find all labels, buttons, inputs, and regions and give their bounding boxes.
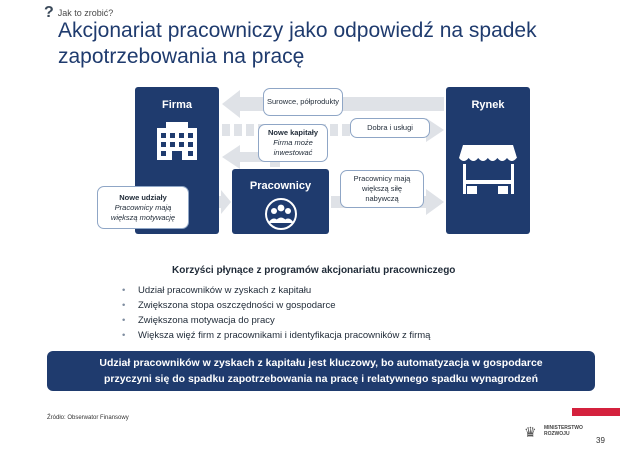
callout-dobra-text: Dobra i usługi — [367, 123, 413, 132]
list-item: • Zwiększona stopa oszczędności w gospodarce — [122, 298, 430, 313]
node-firma-label: Firma — [162, 99, 192, 111]
ministry-logo — [514, 413, 606, 445]
page-title: Akcjonariat pracowniczy jako odpowiedź na spadek zapotrzebowania na pracę — [58, 19, 537, 68]
callout-sila-nabywcza-text: Pracownicy mają większą siłę nabywczą — [353, 174, 411, 203]
callout-nowe-udzialy-title: Nowe udziały — [119, 192, 167, 202]
node-rynek — [446, 87, 530, 234]
node-pracownicy-label: Pracownicy — [249, 180, 312, 192]
ministry-name-line-2: ROZWOJU — [544, 431, 570, 437]
node-pracownicy — [232, 169, 329, 234]
question-mark-icon: ? — [44, 4, 54, 21]
banner-line-1: Udział pracowników w zyskach z kapitału jest kluczowy, bo automatyzacja w gospodarce — [99, 357, 543, 369]
callout-nowe-kapitaly-title: Nowe kapitały — [267, 128, 319, 137]
list-item: • Udział pracowników w zyskach z kapitału — [122, 283, 430, 298]
flag-stripe — [572, 408, 620, 416]
callout-dobra — [350, 118, 430, 138]
page-number: 39 — [596, 436, 605, 445]
node-rynek-label: Rynek — [471, 99, 505, 111]
eagle-emblem-icon: ♛ — [524, 424, 537, 440]
list-item: • Zwiększona motywacja do pracy — [122, 313, 430, 328]
callout-nowe-kapitaly-text: Firma może inwestować — [273, 138, 313, 157]
callout-nowe-udzialy-text: Pracownicy mają większą motywację — [110, 202, 176, 222]
ministry-name — [544, 425, 594, 437]
benefits-title: Korzyści płynące z programów akcjonariatu pracowniczego — [172, 265, 456, 276]
source-note: Źródło: Obserwator Finansowy — [47, 415, 129, 421]
callout-surowce — [263, 88, 343, 116]
ministry-name-line-1: MINISTERSTWO — [544, 425, 583, 431]
breadcrumb-text: Jak to zrobić? — [57, 8, 114, 18]
callout-nowe-kapitaly — [258, 124, 328, 162]
callout-sila-nabywcza — [340, 170, 424, 208]
callout-surowce-text: Surowce, półprodukty — [266, 97, 340, 106]
banner-line-2: przyczyni się do spadku zapotrzebowania na pracę i relatywnego spadku wynagrodzeń — [103, 373, 539, 385]
conclusion-banner — [47, 351, 595, 391]
list-item: • Większa więź firm z pracownikami i identyfikacja pracowników z firmą — [122, 328, 430, 343]
benefits-list — [122, 283, 430, 343]
callout-nowe-udzialy — [97, 186, 189, 229]
